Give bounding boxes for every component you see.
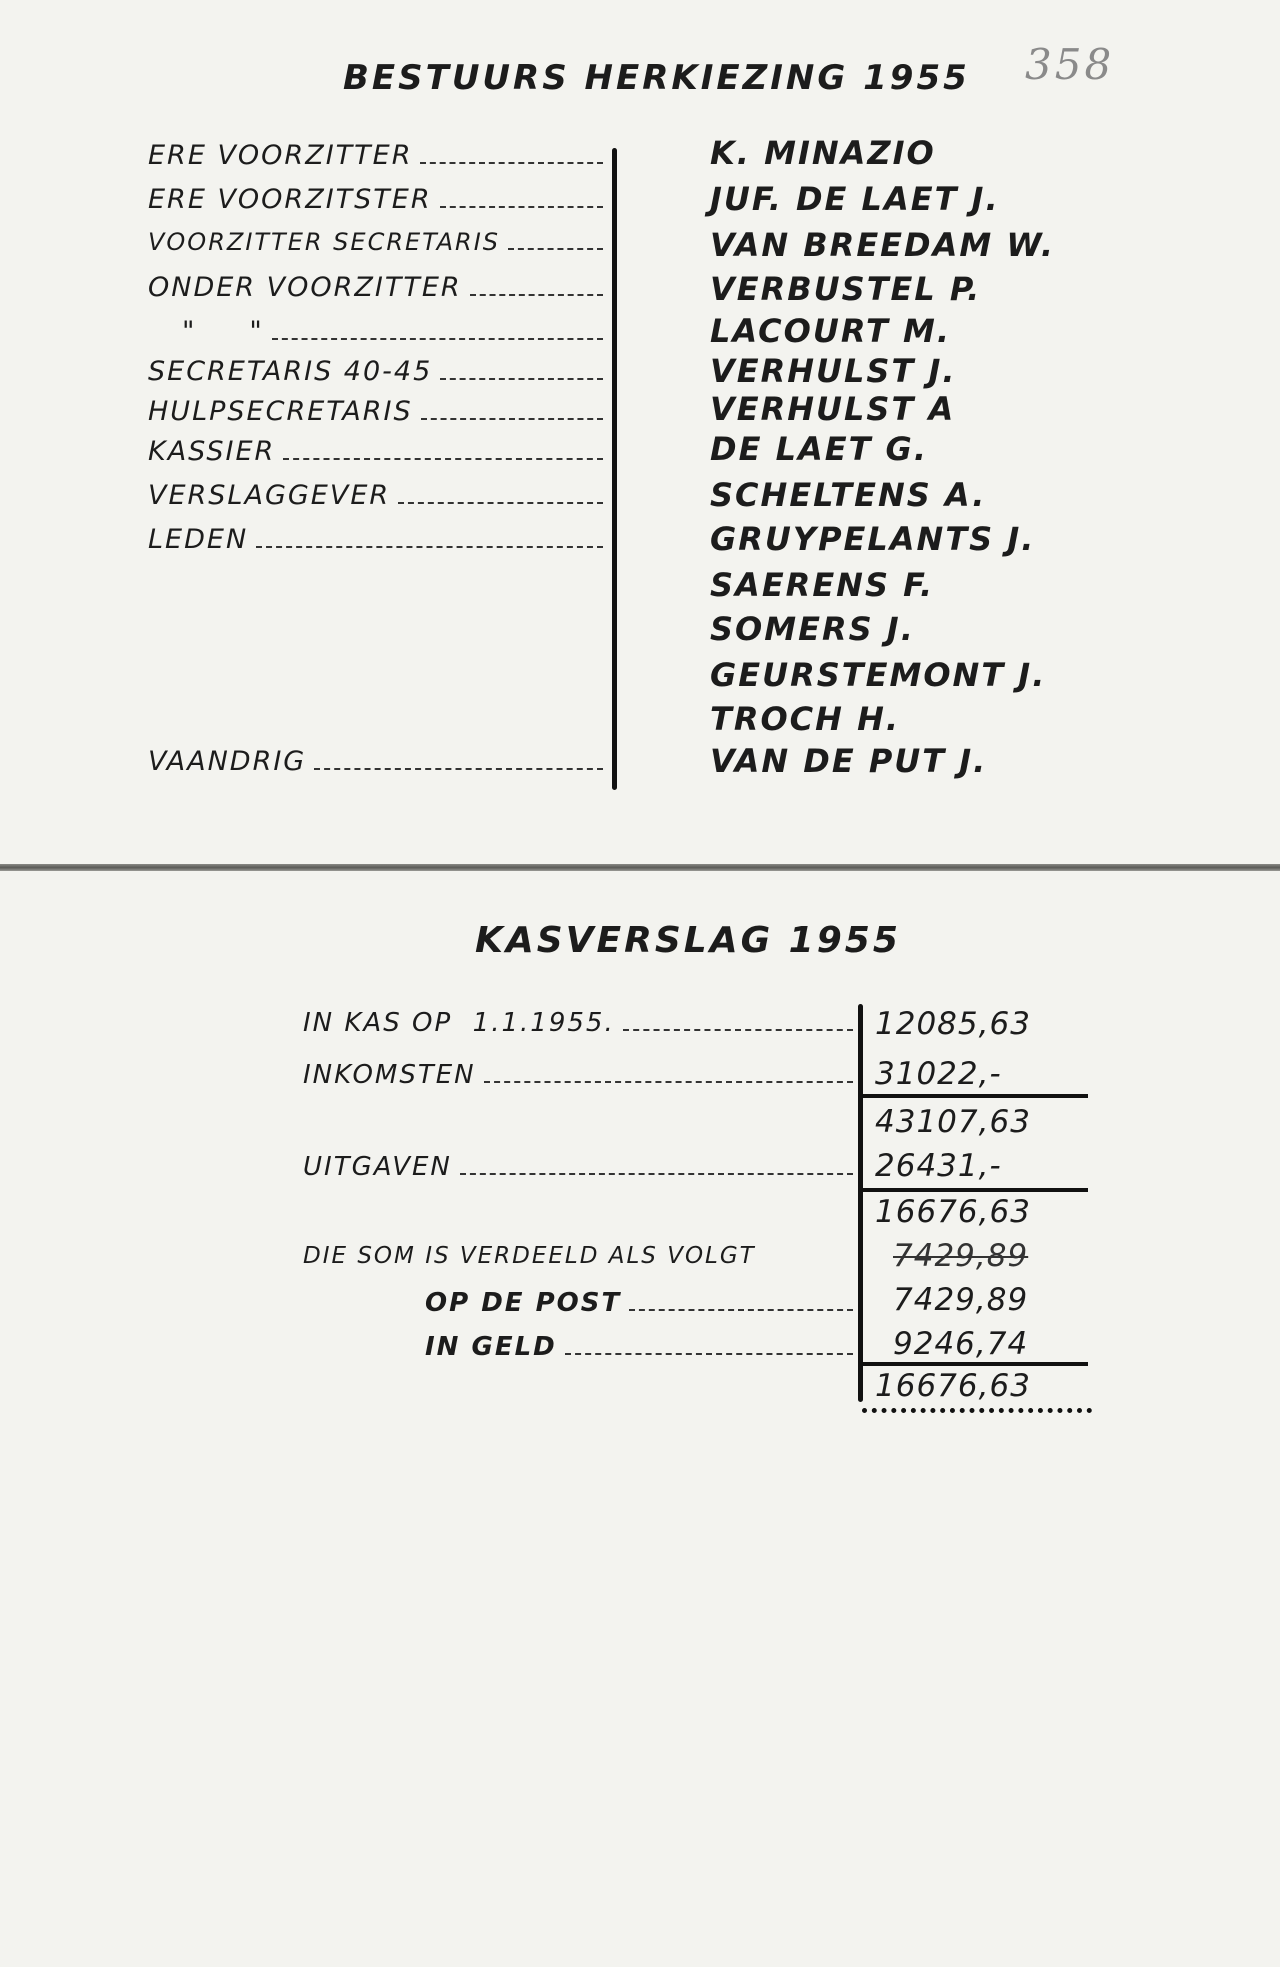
cash-report-title: KASVERSLAG 1955 — [475, 920, 901, 961]
member-name: GRUYPELANTS J. — [710, 520, 1036, 558]
role-label: ERE VOORZITTER — [148, 140, 413, 171]
cash-row-income — [303, 1060, 853, 1091]
member-name: K. MINAZIO — [710, 134, 936, 172]
role-label: ONDER VOORZITTER — [148, 272, 462, 303]
amount-post: 7429,89 — [893, 1282, 1029, 1318]
amount-struck-out: 7429,89 — [893, 1238, 1029, 1274]
role-row — [148, 316, 603, 348]
member-name: GEURSTEMONT J. — [710, 656, 1047, 694]
dash-leader — [460, 1173, 853, 1175]
cash-label: OP DE POST — [425, 1288, 622, 1318]
member-name: VAN BREEDAM W. — [710, 226, 1056, 264]
dash-leader — [484, 1081, 853, 1083]
member-name: VERHULST J. — [710, 352, 957, 390]
role-row — [148, 272, 603, 304]
amount-income: 31022,- — [875, 1056, 1002, 1092]
role-row — [148, 524, 603, 556]
member-name: TROCH H. — [710, 700, 901, 738]
role-label: KASSIER — [148, 436, 276, 467]
dash-leader — [421, 418, 603, 420]
member-name: JUF. DE LAET J. — [710, 180, 1000, 218]
member-name: SOMERS J. — [710, 610, 915, 648]
ditto-mark: " " — [182, 316, 264, 347]
role-row — [148, 480, 603, 512]
dash-leader — [440, 378, 603, 380]
cash-row-distribution — [303, 1243, 823, 1269]
amount-opening: 12085,63 — [875, 1006, 1031, 1042]
cash-row-cash — [425, 1332, 853, 1363]
amount-total: 16676,63 — [875, 1368, 1031, 1404]
amount-cash: 9246,74 — [893, 1326, 1029, 1362]
dash-leader — [565, 1353, 853, 1355]
role-row — [148, 140, 603, 172]
column-divider — [612, 148, 617, 790]
dash-leader — [623, 1029, 853, 1031]
dash-leader — [256, 546, 603, 548]
member-name: LACOURT M. — [710, 312, 952, 350]
dash-leader — [398, 502, 603, 504]
role-label: LEDEN — [148, 524, 249, 555]
dash-leader — [420, 162, 603, 164]
cash-row-expenses — [303, 1152, 853, 1183]
sum-line — [858, 1362, 1088, 1366]
dash-leader — [440, 206, 603, 208]
role-row — [148, 396, 603, 428]
role-label: ERE VOORZITSTER — [148, 184, 432, 215]
role-row — [148, 356, 603, 388]
amount-subtotal: 43107,63 — [875, 1104, 1031, 1140]
page-number: 358 — [1025, 40, 1115, 89]
role-label: VAANDRIG — [148, 746, 307, 777]
dash-leader — [629, 1309, 853, 1311]
cash-row-post — [425, 1288, 853, 1319]
amount-expenses: 26431,- — [875, 1148, 1002, 1184]
board-election-title: BESTUURS HERKIEZING 1955 — [343, 58, 970, 98]
role-label: VOORZITTER SECRETARIS — [148, 228, 501, 256]
cash-label: IN KAS OP 1.1.1955. — [303, 1008, 615, 1038]
cash-label: DIE SOM IS VERDEELD ALS VOLGT — [303, 1243, 756, 1269]
amount-balance: 16676,63 — [875, 1194, 1031, 1230]
cash-label: INKOMSTEN — [303, 1060, 476, 1090]
role-row — [148, 228, 603, 258]
dash-leader — [283, 458, 603, 460]
cash-label: IN GELD — [425, 1332, 557, 1362]
section-divider — [0, 864, 1280, 871]
sum-line — [858, 1094, 1088, 1098]
dash-leader — [272, 338, 603, 340]
dash-leader — [508, 248, 603, 250]
dash-leader — [470, 294, 603, 296]
role-row — [148, 184, 603, 216]
role-row — [148, 436, 603, 468]
member-name: SCHELTENS A. — [710, 476, 987, 514]
member-name: DE LAET G. — [710, 430, 928, 468]
member-name: SAERENS F. — [710, 566, 935, 604]
member-name: VERHULST A — [710, 390, 956, 428]
amount-column-line — [858, 1004, 863, 1402]
double-underline — [862, 1408, 1092, 1413]
cash-label: UITGAVEN — [303, 1152, 452, 1182]
member-name: VERBUSTEL P. — [710, 270, 982, 308]
sum-line — [858, 1188, 1088, 1192]
member-name: VAN DE PUT J. — [710, 742, 988, 780]
role-row — [148, 746, 603, 778]
role-label: SECRETARIS 40-45 — [148, 356, 433, 387]
role-label: HULPSECRETARIS — [148, 396, 413, 427]
role-label: VERSLAGGEVER — [148, 480, 391, 511]
dash-leader — [314, 768, 603, 770]
cash-row-opening — [303, 1008, 853, 1039]
